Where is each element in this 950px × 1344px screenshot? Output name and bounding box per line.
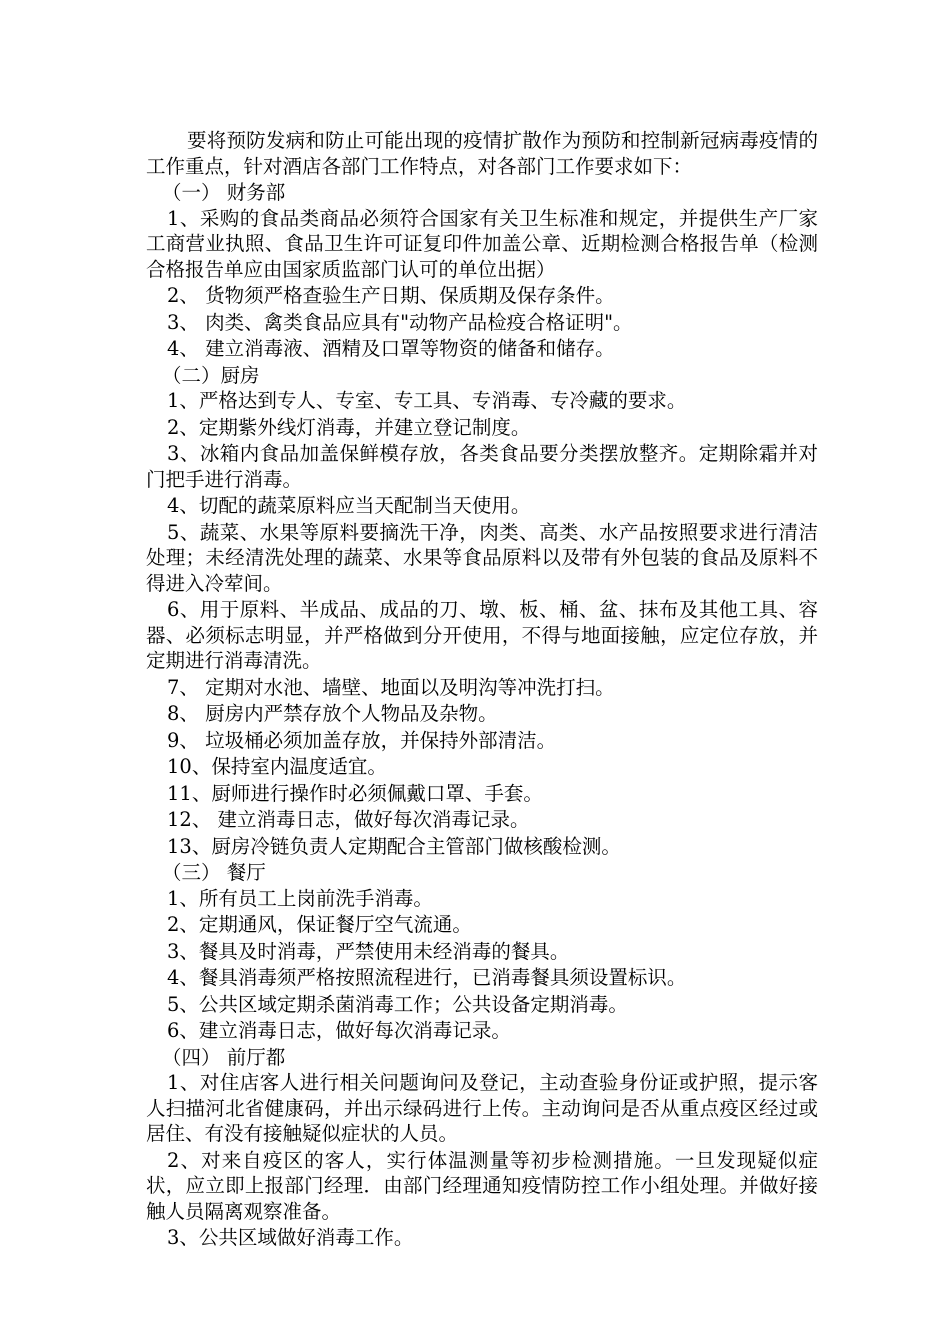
list-item: 2、 货物须严格查验生产日期、保质期及保存条件。 <box>167 284 615 307</box>
list-item: 2、对来自疫区的客人，实行体温测量等初步检测措施。一旦发现疑似症状，应立即上报部门经理．由部门经理通知疫情防控工作小组处理。并做好接触人员隔离观察准备。 <box>146 1148 818 1223</box>
list-item: 4、切配的蔬菜原料应当天配制当天使用。 <box>167 494 531 517</box>
list-item: 1、对住店客人进行相关问题询问及登记，主动查验身份证或护照，提示客人扫描河北省健康码，并出示绿码进行上传。主动询问是否从重点疫区经过或居住、有没有接触疑似症状的人员。 <box>146 1071 818 1145</box>
section-heading: （二）厨房 <box>162 363 260 387</box>
list-item: 9、 垃圾桶必须加盖存放，并保持外部清洁。 <box>167 728 557 752</box>
list-item: 7、 定期对水池、墙壁、地面以及明沟等冲洗打扫。 <box>167 675 615 699</box>
list-item: 3、冰箱内食品加盖保鲜模存放，各类食品要分类摆放整齐。定期除霜并对门把手进行消毒。 <box>146 442 818 491</box>
list-item: 8、 厨房内严禁存放个人物品及杂物。 <box>167 702 498 725</box>
list-item: 1、严格达到专人、专室、专工具、专消毒、专冷藏的要求。 <box>167 389 687 412</box>
list-item: 5、蔬菜、水果等原料要摘洗干净，肉类、高类、水产品按照要求进行清洁处理；未经清洗处理的蔬菜、水果等食品原料以及带有外包装的食品及原料不得进入冷荤间。 <box>146 520 818 595</box>
list-item: 10、保持室内温度适宜。 <box>167 755 387 778</box>
section-heading: （四） 前厅都 <box>162 1045 286 1069</box>
section-restaurant <box>146 860 818 1044</box>
list-item: 2、定期紫外线灯消毒，并建立登记制度。 <box>167 415 531 439</box>
section-kitchen <box>146 363 818 860</box>
list-item: 4、餐具消毒须严格按照流程进行，已消毒餐具须设置标识。 <box>167 966 687 989</box>
section-front-desk <box>146 1045 818 1251</box>
section-heading: （一） 财务部 <box>162 181 286 204</box>
list-item: 13、厨房冷链负责人定期配合主管部门做核酸检测。 <box>167 834 621 858</box>
list-item: 1、采购的食品类商品必须符合国家有关卫生标准和规定，并提供生产厂家工商营业执照、食品卫生许可证复印件加盖公章、近期检测合格报告单（检测合格报告单应由国家质监部门认可的单位出据） <box>146 206 818 281</box>
document-body <box>146 128 818 1252</box>
intro-paragraph: 要将预防发病和防止可能出现的疫情扩散作为预防和控制新冠病毒疫情的工作重点，针对酒店各部门工作特点，对各部门工作要求如下： <box>146 129 818 178</box>
list-item: 3、 肉类、禽类食品应具有"动物产品检疫合格证明"。 <box>167 310 633 334</box>
list-item: 4、 建立消毒液、酒精及口罩等物资的储备和储存。 <box>167 337 615 360</box>
list-item: 2、定期通风，保证餐厅空气流通。 <box>167 913 472 936</box>
list-item: 3、公共区域做好消毒工作。 <box>167 1226 414 1249</box>
list-item: 11、厨师进行操作时必须佩戴口罩、手套。 <box>167 781 543 805</box>
list-item: 5、公共区域定期杀菌消毒工作；公共设备定期消毒。 <box>167 992 628 1016</box>
section-finance <box>146 180 818 362</box>
list-item: 6、建立消毒日志，做好每次消毒记录。 <box>167 1019 511 1042</box>
section-heading: （三） 餐厅 <box>162 861 266 884</box>
list-item: 3、餐具及时消毒，严禁使用未经消毒的餐具。 <box>167 939 570 963</box>
list-item: 12、 建立消毒日志，做好每次消毒记录。 <box>167 808 530 831</box>
list-item: 6、用于原料、半成品、成品的刀、墩、板、桶、盆、抹布及其他工具、容器、必须标志明显，并严格做到分开使用，不得与地面接触，应定位存放，并定期进行消毒清洗。 <box>146 598 818 672</box>
list-item: 1、所有员工上岗前洗手消毒。 <box>167 886 433 910</box>
